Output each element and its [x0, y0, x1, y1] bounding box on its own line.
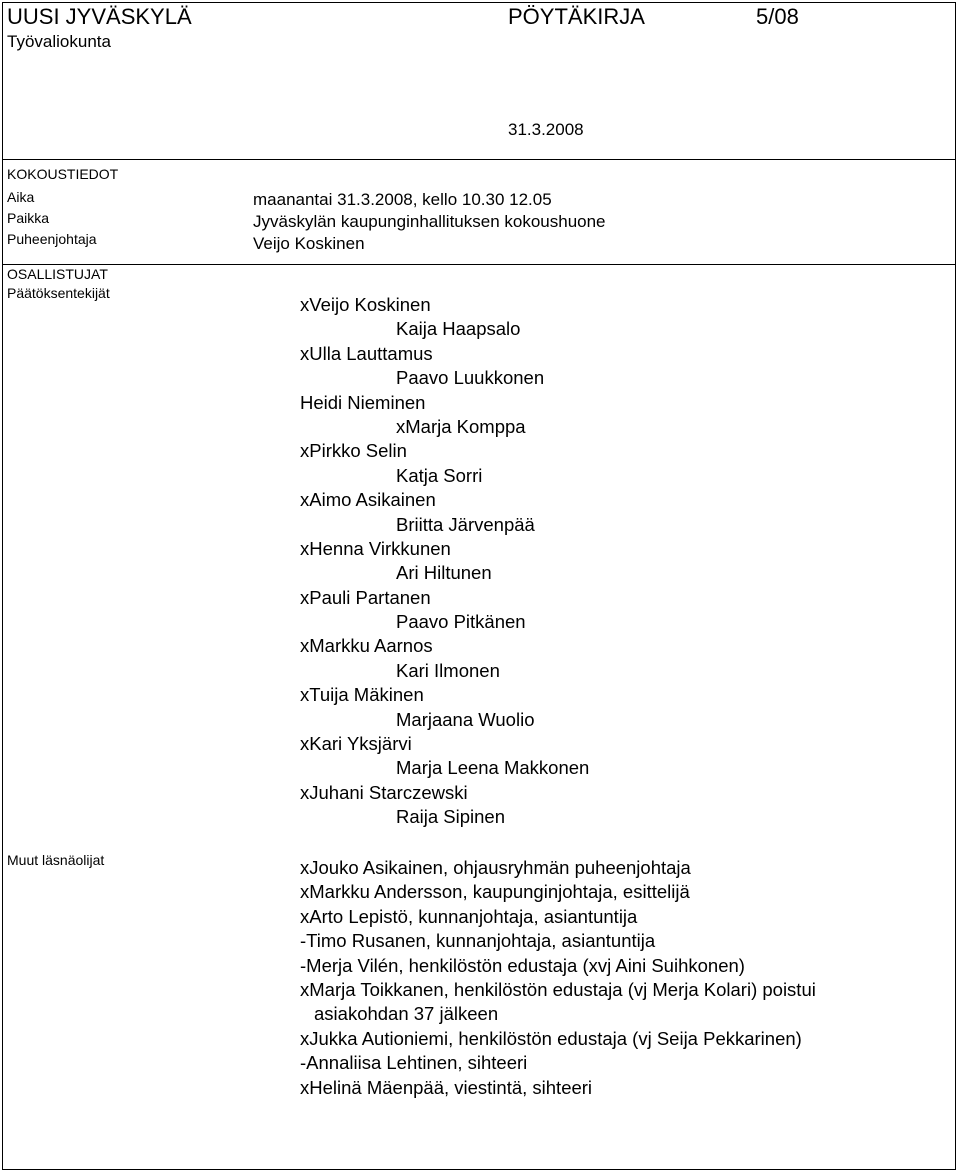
other-attendee: xHelinä Mäenpää, viestintä, sihteeri: [300, 1076, 593, 1098]
time-label: Aika: [7, 189, 35, 205]
decision-makers-list: [300, 293, 589, 830]
organization-name: UUSI JYVÄSKYLÄ: [7, 4, 192, 29]
deputy-member: Raija Sipinen: [396, 806, 506, 828]
deputy-member: Ari Hiltunen: [396, 562, 492, 584]
header-divider: [2, 159, 956, 160]
decision-maker: Heidi Nieminen: [300, 391, 426, 413]
decision-maker: xHenna Virkkunen: [300, 537, 451, 559]
other-attendees-label: Muut läsnäolijat: [7, 852, 105, 868]
other-attendees-list: [300, 856, 816, 1100]
deputy-member: Kaija Haapsalo: [396, 318, 521, 340]
other-attendee: xArto Lepistö, kunnanjohtaja, asiantuntija: [300, 905, 638, 927]
place-label: Paikka: [7, 210, 50, 226]
participants-title: OSALLISTUJAT: [7, 266, 108, 282]
chair-value: Veijo Koskinen: [253, 234, 365, 253]
decision-makers-label: Päätöksentekijät: [7, 285, 110, 301]
document-number: 5/08: [756, 4, 799, 29]
time-value: maanantai 31.3.2008, kello 10.30 12.05: [253, 190, 552, 209]
deputy-member: xMarja Komppa: [396, 415, 526, 437]
deputy-member: Briitta Järvenpää: [396, 513, 535, 535]
decision-maker: xTuija Mäkinen: [300, 684, 424, 706]
decision-maker: xKari Yksjärvi: [300, 733, 412, 755]
deputy-member: Paavo Luukkonen: [396, 367, 545, 389]
deputy-member: Paavo Pitkänen: [396, 611, 526, 633]
decision-maker: xAimo Asikainen: [300, 489, 436, 511]
meeting-info-title: KOKOUSTIEDOT: [7, 166, 119, 182]
decision-maker: xPauli Partanen: [300, 586, 431, 608]
deputy-member: Kari Ilmonen: [396, 659, 500, 681]
meeting-info-divider: [2, 264, 956, 265]
other-attendee: xJukka Autioniemi, henkilöstön edustaja (vj Seija Pekkarinen): [300, 1027, 802, 1049]
other-attendee: xMarkku Andersson, kaupunginjohtaja, esittelijä: [300, 881, 690, 903]
other-attendee: -Annaliisa Lehtinen, sihteeri: [300, 1052, 528, 1074]
decision-maker: xJuhani Starczewski: [300, 781, 468, 803]
other-attendee: xJouko Asikainen, ohjausryhmän puheenjohtaja: [300, 857, 691, 878]
other-attendee: -Merja Vilén, henkilöstön edustaja (xvj Aini Suihkonen): [300, 954, 745, 976]
chair-label: Puheenjohtaja: [7, 231, 97, 247]
decision-maker: xUlla Lauttamus: [300, 342, 433, 364]
decision-maker: xVeijo Koskinen: [300, 294, 431, 315]
place-value: Jyväskylän kaupunginhallituksen kokoushuone: [253, 212, 606, 231]
deputy-member: Marja Leena Makkonen: [396, 757, 590, 779]
other-attendee-continuation: asiakohdan 37 jälkeen: [314, 1003, 499, 1025]
other-attendee: -Timo Rusanen, kunnanjohtaja, asiantuntija: [300, 930, 656, 952]
deputy-member: Katja Sorri: [396, 464, 483, 486]
decision-maker: xPirkko Selin: [300, 440, 407, 462]
other-attendee: xMarja Toikkanen, henkilöstön edustaja (vj Merja Kolari) poistui: [300, 978, 816, 1000]
deputy-member: Marjaana Wuolio: [396, 708, 535, 730]
body-name: Työvaliokunta: [7, 32, 111, 51]
document-date: 31.3.2008: [508, 120, 584, 139]
document-type: PÖYTÄKIRJA: [508, 4, 645, 29]
decision-maker: xMarkku Aarnos: [300, 635, 433, 657]
